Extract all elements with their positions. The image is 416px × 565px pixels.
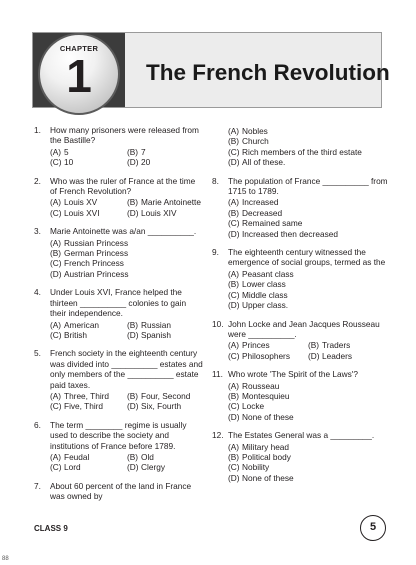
question-text: Who was the ruler of France at the time of French Revolution? [50,175,196,197]
option-letter: (C) [228,401,240,412]
question-item [34,287,204,340]
option-letter: (B) [228,279,240,290]
page-number: 5 [360,515,386,541]
question-item [212,369,388,422]
option-letter: (C) [50,258,62,269]
option-letter: (D) [228,411,240,422]
option-list [228,269,388,311]
answer-option [228,401,388,411]
option-text: German Princess [64,248,129,259]
option-text: Upper class. [242,300,289,311]
option-text: Locke [242,401,265,412]
question-number: 10. [212,318,224,329]
question-text: How many prisoners were released from the Bastille? [50,125,199,146]
option-text: Marie Antoinette [141,197,201,208]
option-text: Princes [242,340,270,351]
option-text: Leaders [322,350,352,361]
question-text: Who wrote 'The Spirit of the Laws'? [228,369,358,380]
option-letter: (B) [228,451,240,462]
option-letter: (B) [127,197,139,208]
option-text: All of these. [242,157,286,168]
option-text: Increased [242,197,279,208]
option-letter: (A) [228,126,240,136]
option-text: 7 [141,146,146,157]
question-number: 4. [34,287,41,298]
option-letter: (B) [127,319,139,330]
question-item [34,176,204,219]
option-letter: (C) [228,350,240,361]
option-text: French Princess [64,258,124,269]
answer-option [127,157,204,167]
questions-column-left [34,125,204,510]
question-item [212,176,388,239]
option-letter: (A) [50,197,62,208]
option-letter: (A) [228,268,240,279]
answer-option [228,340,308,350]
option-text: Rich members of the third estate [242,146,362,157]
option-text: Lord [64,462,81,473]
option-text: Church [242,136,269,147]
chapter-label: CHAPTER [59,44,99,53]
answer-option [50,320,127,330]
answer-option [308,340,388,350]
option-list [50,320,204,341]
option-list [228,126,388,168]
answer-option [228,381,388,391]
option-text: 5 [64,146,69,157]
chapter-title: The French Revolution [146,60,390,85]
answer-option [50,391,127,401]
option-list [228,381,388,423]
question-text: The population of France __________ from 1715 to 1789. [228,175,388,197]
answer-option [50,238,204,248]
option-letter: (B) [308,340,320,351]
option-letter: (D) [127,329,139,340]
option-letter: (C) [50,329,62,340]
option-text: None of these [242,411,294,422]
option-letter: (A) [50,319,62,330]
answer-option [50,330,127,340]
answer-option [50,248,204,258]
question-number: 8. [212,175,219,186]
answer-option [228,462,388,472]
option-text: Philosophers [242,350,290,361]
option-text: Russian Princess [64,237,129,248]
answer-option [50,147,127,157]
answer-option [50,269,204,279]
answer-option [228,229,388,239]
answer-option [50,452,127,462]
option-letter: (D) [127,462,139,473]
option-text: Four, Second [141,390,191,401]
option-letter: (B) [50,248,62,259]
option-letter: (A) [50,390,62,401]
option-letter: (C) [50,462,62,473]
question-item [212,319,388,362]
option-letter: (C) [228,289,240,300]
question-number: 5. [34,348,41,359]
chapter-number: 1 [66,50,92,102]
option-letter: (D) [50,268,62,279]
option-text: Middle class [242,289,288,300]
option-text: Nobles [242,126,268,136]
answer-option [50,197,127,207]
option-letter: (B) [228,390,240,401]
answer-option [308,351,388,361]
option-letter: (C) [50,157,62,168]
option-text: None of these [242,472,294,483]
option-text: Montesquieu [242,390,290,401]
question-text: French society in the eighteenth century was divided into __________ estates and only members of the __________ estate paid taxes. [50,348,203,390]
question-text: About 60 percent of the land in France was owned by [50,480,192,502]
answer-option [228,391,388,401]
answer-option [50,258,204,268]
option-list [50,452,204,473]
option-letter: (A) [50,451,62,462]
option-letter: (B) [127,451,139,462]
option-text: Louis XV [64,197,98,208]
question-number: 1. [34,125,41,135]
option-list [228,442,388,484]
option-letter: (C) [50,401,62,412]
question-item [34,481,204,502]
question-item [34,420,204,473]
option-text: Five, Third [64,401,104,412]
option-letter: (C) [50,207,62,218]
answer-option [127,208,204,218]
option-text: American [64,319,100,330]
answer-option [228,197,388,207]
option-letter: (B) [127,146,139,157]
answer-option [127,462,204,472]
option-letter: (B) [127,390,139,401]
answer-option [228,136,388,146]
answer-option [127,197,204,207]
option-text: Louis XVI [64,207,100,218]
corner-mark: 88 [2,556,9,562]
option-text: Rousseau [242,380,280,391]
option-text: Decreased [242,207,283,218]
answer-option [228,147,388,157]
question-item [34,348,204,411]
question-item [212,430,388,483]
answer-option [127,330,204,340]
answer-option [228,290,388,300]
question-item [212,247,388,310]
option-letter: (A) [228,340,240,351]
option-letter: (A) [228,197,240,208]
option-letter: (C) [228,462,240,473]
answer-option [50,157,127,167]
answer-option [228,473,388,483]
answer-option [50,208,127,218]
option-text: 10 [64,157,74,168]
option-text: Six, Fourth [141,401,182,412]
option-text: British [64,329,88,340]
option-list [228,197,388,239]
questions-column-right [212,125,388,491]
answer-option [127,401,204,411]
question-number: 11. [212,369,223,380]
option-list [50,197,204,218]
question-text: The Estates General was a _________. [228,430,375,441]
option-text: Peasant class [242,268,294,279]
option-text: Spanish [141,329,171,340]
option-text: Remained same [242,218,303,229]
option-text: Austrian Princess [64,268,129,279]
answer-option [228,412,388,422]
answer-option [228,351,308,361]
question-text: Marie Antoinette was a/an __________. [50,226,197,237]
option-text: Russian [141,319,171,330]
question-number: 12. [212,430,224,441]
question-number: 9. [212,247,219,258]
question-text: Under Louis XVI, France helped the thirteen __________ colonies to gain their independence. [50,287,187,319]
chapter-badge [38,33,120,115]
option-text: Clergy [141,462,165,473]
option-letter: (D) [127,401,139,412]
question-number: 6. [34,419,41,430]
option-letter: (D) [228,472,240,483]
option-text: Lower class [242,279,286,290]
answer-option [228,269,388,279]
option-list [228,340,388,361]
option-letter: (B) [228,136,240,147]
option-text: Military head [242,441,290,452]
answer-option [228,300,388,310]
answer-option [228,208,388,218]
option-letter: (A) [228,380,240,391]
option-letter: (A) [50,237,62,248]
option-letter: (D) [127,207,139,218]
option-text: Feudal [64,451,90,462]
option-letter: (D) [228,300,240,311]
option-letter: (A) [50,146,62,157]
question-item [34,125,204,168]
answer-option [50,401,127,411]
option-letter: (C) [228,218,240,229]
answer-option [50,462,127,472]
answer-option [228,279,388,289]
question-text: The eighteenth century witnessed the emergence of social groups, termed as the [228,247,386,268]
answer-option [228,218,388,228]
option-text: 20 [141,157,151,168]
question-text: John Locke and Jean Jacques Rousseau were __________. [228,318,380,339]
answer-option [127,320,204,330]
option-letter: (C) [228,146,240,157]
option-letter: (B) [228,207,240,218]
answer-option [228,157,388,167]
answer-option [127,147,204,157]
option-letter: (D) [308,350,320,361]
question-number: 2. [34,175,41,186]
option-text: Three, Third [64,390,110,401]
option-text: Traders [322,340,351,351]
option-list [50,391,204,412]
answer-option [127,391,204,401]
option-list [50,147,204,168]
option-text: Political body [242,451,291,462]
option-letter: (A) [228,441,240,452]
option-letter: (D) [228,228,240,239]
class-label: CLASS 9 [34,524,68,533]
option-text: Old [141,451,154,462]
answer-option [228,452,388,462]
option-text: Nobility [242,462,270,473]
option-text: Louis XIV [141,207,177,218]
question-item [212,126,388,168]
option-text: Increased then decreased [242,228,338,239]
option-letter: (D) [228,157,240,168]
question-number: 7. [34,480,41,491]
option-letter: (D) [127,157,139,168]
option-list [50,238,204,280]
question-text: The term ________ regime is usually used to describe the society and institutions of France before 1789. [50,419,187,451]
answer-option [228,442,388,452]
question-item [34,226,204,279]
answer-option [228,126,388,136]
question-number: 3. [34,226,41,237]
answer-option [127,452,204,462]
